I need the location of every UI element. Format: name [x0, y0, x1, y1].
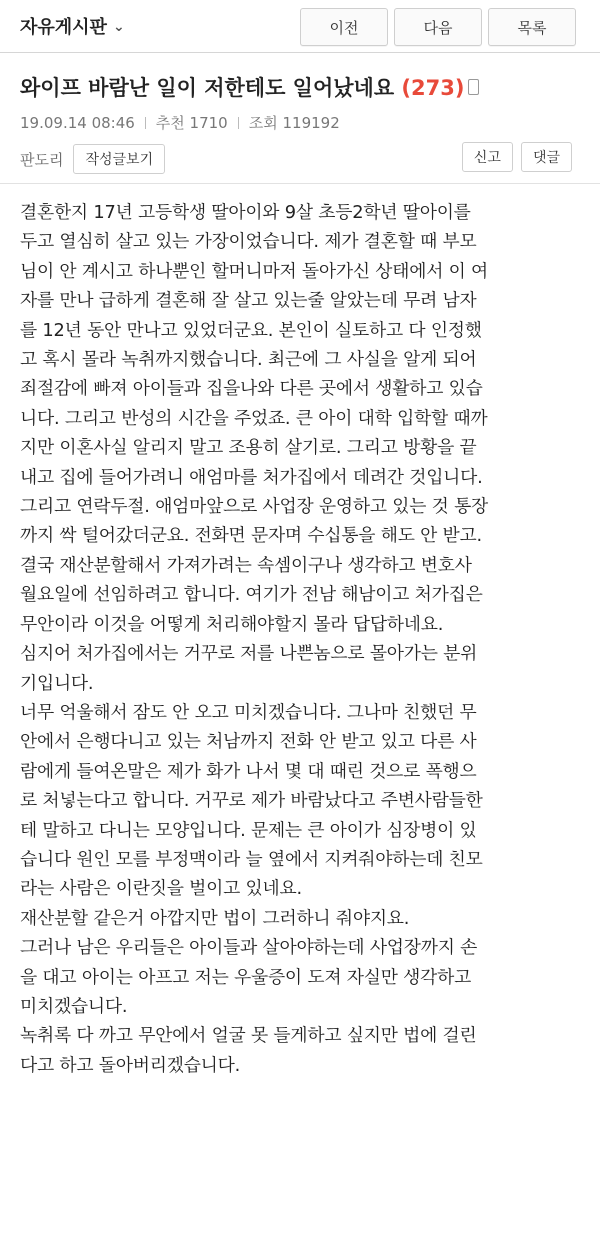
meta-divider — [145, 117, 146, 129]
recommend-count: 추천 1710 — [155, 114, 228, 132]
post-meta — [20, 112, 340, 133]
post-title — [20, 72, 479, 102]
board-selector[interactable] — [20, 13, 125, 39]
body-line: 심지어 처가집에서는 거꾸로 저를 나쁜놈으로 몰아가는 분위 — [20, 643, 478, 665]
list-button[interactable]: 목록 — [488, 8, 576, 46]
nav-buttons — [300, 8, 576, 46]
body-line: 죄절감에 빠져 아이들과 집을나와 다른 곳에서 생활하고 있습 — [20, 378, 483, 400]
body-line: 테 말하고 다니는 모양입니다. 문제는 큰 아이가 심장병이 있 — [20, 819, 477, 841]
body-line: 월요일에 선임하려고 합니다. 여기가 전남 해남이고 처가집은 — [20, 584, 483, 606]
body-line: 람에게 들여온말은 제가 화가 나서 몇 대 때린 것으로 폭행으 — [20, 760, 477, 782]
body-line: 고 혹시 몰라 녹취까지했습니다. 최근에 그 사실을 알게 되어 — [20, 349, 477, 371]
author-row — [20, 144, 165, 174]
body-line: 내고 집에 들어가려니 애엄마를 처가집에서 데려간 것입니다. — [20, 466, 483, 488]
body-line: 안에서 은행다니고 있는 처남까지 전화 안 받고 있고 다른 사 — [20, 731, 477, 753]
body-line: 까지 싹 털어갔더군요. 전화면 문자며 수십통을 해도 안 받고. — [20, 525, 482, 547]
body-line: 습니다 원인 모를 부정맥이라 늘 옆에서 지켜줘야하는데 친모 — [20, 848, 483, 870]
author-name[interactable]: 판도리 — [20, 150, 64, 169]
body-line: 미치겠습니다. — [20, 995, 128, 1017]
prev-button[interactable]: 이전 — [300, 8, 388, 46]
body-line: 재산분할 같은거 아깝지만 법이 그러하니 줘야지요. — [20, 907, 410, 929]
post-actions — [462, 142, 572, 172]
body-line: 다고 하고 돌아버리겠습니다. — [20, 1054, 241, 1076]
body-line: 님이 안 계시고 하나뿐인 할머니마저 돌아가신 상태에서 이 여 — [20, 260, 489, 282]
mobile-icon — [468, 79, 479, 95]
body-line: 라는 사람은 이란짓을 벌이고 있네요. — [20, 878, 302, 900]
body-line: 기입니다. — [20, 672, 94, 694]
top-bar — [0, 0, 600, 53]
board-title: 자유게시판 — [20, 17, 107, 38]
post-date: 19.09.14 08:46 — [20, 113, 135, 132]
comment-button[interactable]: 댓글 — [521, 142, 572, 172]
report-button[interactable]: 신고 — [462, 142, 513, 172]
view-count: 조회 119192 — [248, 114, 340, 132]
body-line: 두고 열심히 살고 있는 가장이었습니다. 제가 결혼할 때 부모 — [20, 231, 477, 253]
comment-count[interactable]: (273) — [401, 76, 465, 100]
post-body — [20, 198, 580, 1080]
body-line: 그러나 남은 우리들은 아이들과 살아야하는데 사업장까지 손 — [20, 937, 478, 959]
body-line: 녹취록 다 까고 무안에서 얼굴 못 들게하고 싶지만 법에 걸린 — [20, 1025, 477, 1047]
body-line: 니다. 그리고 반성의 시간을 주었죠. 큰 아이 대학 입학할 때까 — [20, 407, 488, 429]
body-line: 결국 재산분할해서 가져가려는 속셈이구나 생각하고 변호사 — [20, 554, 472, 576]
body-line: 무안이라 이것을 어떻게 처리해야할지 몰라 답답하네요. — [20, 613, 444, 635]
next-button[interactable]: 다음 — [394, 8, 482, 46]
body-line: 로 처넣는다고 합니다. 거꾸로 제가 바람났다고 주변사람들한 — [20, 790, 483, 812]
body-line: 결혼한지 17년 고등학생 딸아이와 9살 초등2학년 딸아이를 — [20, 202, 471, 223]
body-line: 지만 이혼사실 알리지 말고 조용히 살기로. 그리고 방황을 끝 — [20, 437, 477, 459]
body-line: 을 대고 아이는 아프고 저는 우울증이 도져 자실만 생각하고 — [20, 966, 472, 988]
body-line: 자를 만나 급하게 결혼해 잘 살고 있는줄 알았는데 무려 남자 — [20, 290, 477, 312]
divider — [0, 183, 600, 184]
post-title-text: 와이프 바람난 일이 저한테도 일어났네요 — [20, 76, 395, 100]
body-line: 를 12년 동안 만나고 있었더군요. 본인이 실토하고 다 인정했 — [20, 319, 482, 341]
view-posts-button[interactable]: 작성글보기 — [73, 144, 165, 174]
body-line: 너무 억울해서 잠도 안 오고 미치겠습니다. 그나마 친했던 무 — [20, 701, 477, 723]
body-line: 그리고 연락두절. 애엄마앞으로 사업장 운영하고 있는 것 통장 — [20, 496, 489, 518]
meta-divider — [238, 117, 239, 129]
chevron-down-icon: ⌄ — [112, 19, 125, 35]
